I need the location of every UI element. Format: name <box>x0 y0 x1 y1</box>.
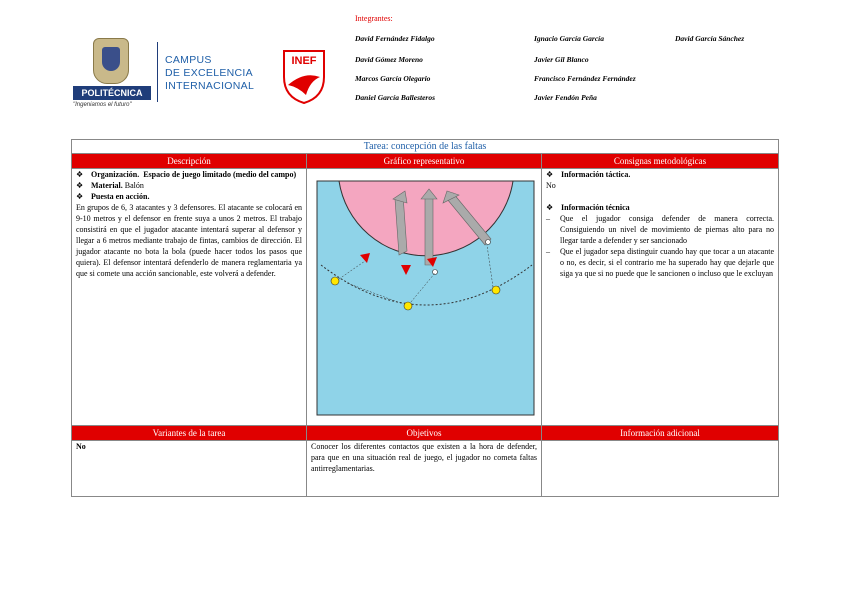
campus-line: CAMPUS <box>165 54 212 66</box>
upm-logo-text: POLITÉCNICA <box>73 86 151 100</box>
organizacion-text: Espacio de juego limitado (medio del campo) <box>143 170 297 179</box>
adicional-cell <box>542 441 779 497</box>
movement-arrow <box>425 197 433 265</box>
material-item <box>76 180 302 191</box>
diamond-bullet-icon: ❖ <box>546 203 554 212</box>
puesta-item <box>76 191 302 202</box>
attacker-marker <box>404 302 412 310</box>
member-name: Javier Gil Blanco <box>534 55 589 64</box>
upm-crest-icon <box>93 38 129 84</box>
ball-icon <box>433 270 438 275</box>
diamond-bullet-icon: ❖ <box>76 181 84 190</box>
inef-logo <box>282 47 326 105</box>
inef-logo-text: INEF <box>291 55 317 67</box>
member-name: Marcos García Olegario <box>355 74 431 83</box>
organizacion-item <box>76 169 302 180</box>
member-name: Ignacio García García <box>534 34 604 43</box>
attacker-marker <box>492 286 500 294</box>
member-name: David García Sánchez <box>675 34 745 43</box>
col-header-descripcion: Descripción <box>72 154 307 169</box>
tecnica-label: Información técnica <box>561 203 630 212</box>
material-text: Balón <box>124 181 144 190</box>
consigna-item: – Que el jugador sepa distinguir cuando hay que tocar a un atacante o no, es decir, si el contrario me ha superado hay que dejarle que siga ya que si no puede que le sancionen o incluso que le excluyan <box>546 247 775 278</box>
campus-line: DE EXCELENCIA <box>165 67 253 79</box>
diamond-bullet-icon: ❖ <box>76 192 84 201</box>
col-header-objetivos: Objetivos <box>307 426 542 441</box>
ball-icon <box>486 240 491 245</box>
diamond-bullet-icon: ❖ <box>76 170 84 179</box>
objetivos-cell: Conocer los diferentes contactos que existen a la hora de defender, para que en una situación real de juego, el jugador no cometa faltas antirreglamentarias. <box>307 441 542 497</box>
consigna-item: – Que el jugador consiga defender de manera correcta. Consiguiendo un nivel de movimiento de piernas alto para no llegar tarde a defender y ser sancionado <box>546 214 775 245</box>
consignas-cell <box>542 169 779 426</box>
campus-excelencia-logo <box>165 54 254 93</box>
attacker-marker <box>331 277 339 285</box>
upm-slogan: "Ingeniamos el futuro" <box>73 102 132 108</box>
description-body: En grupos de 6, 3 atacantes y 3 defensores. El atacante se colocará en 9-10 metros y el defensor en frente suya a unos 2 metros. El trabajo consistirá en que el jugador atacante intentará superar al defensor y llegar a 6 metros mediante trabajo de fintas, cambios de dirección. El jugador atacante no bota la bola (puede hacer todos los pasos que quiera). El defensor intentará defenderlo de manera reglamentaria ya que si comete una acción sancionable, este volverá a defender. <box>76 203 302 278</box>
member-name: Javier Fendón Peña <box>534 93 597 102</box>
description-cell <box>72 169 307 426</box>
puesta-label: Puesta en acción. <box>91 192 150 201</box>
member-name: David Fernández Fidalgo <box>355 34 435 43</box>
col-header-adicional: Información adicional <box>542 426 779 441</box>
variantes-cell: No <box>72 441 307 497</box>
diamond-bullet-icon: ❖ <box>546 170 554 179</box>
col-header-consignas: Consignas metodológicas <box>542 154 779 169</box>
court-diagram <box>307 169 542 422</box>
material-label: Material. <box>91 181 123 190</box>
col-header-variantes: Variantes de la tarea <box>72 426 307 441</box>
member-name: Daniel García Ballesteros <box>355 93 435 102</box>
task-title: Tarea: concepción de las faltas <box>72 140 779 154</box>
tactica-label: Información táctica. <box>561 170 631 179</box>
organizacion-label: Organización. <box>91 170 140 179</box>
tactica-text: No <box>546 181 556 190</box>
task-table <box>71 139 779 497</box>
logo-divider <box>157 42 158 102</box>
tecnica-item <box>546 202 774 213</box>
member-name: Francisco Fernández Fernández <box>534 74 636 83</box>
upm-logo <box>73 38 163 110</box>
tactica-item <box>546 169 774 180</box>
integrantes-label: Integrantes: <box>355 14 393 23</box>
campus-line: INTERNACIONAL <box>165 80 255 92</box>
graphic-cell <box>307 169 542 426</box>
member-name: David Gómez Moreno <box>355 55 423 64</box>
col-header-grafico: Gráfico representativo <box>307 154 542 169</box>
